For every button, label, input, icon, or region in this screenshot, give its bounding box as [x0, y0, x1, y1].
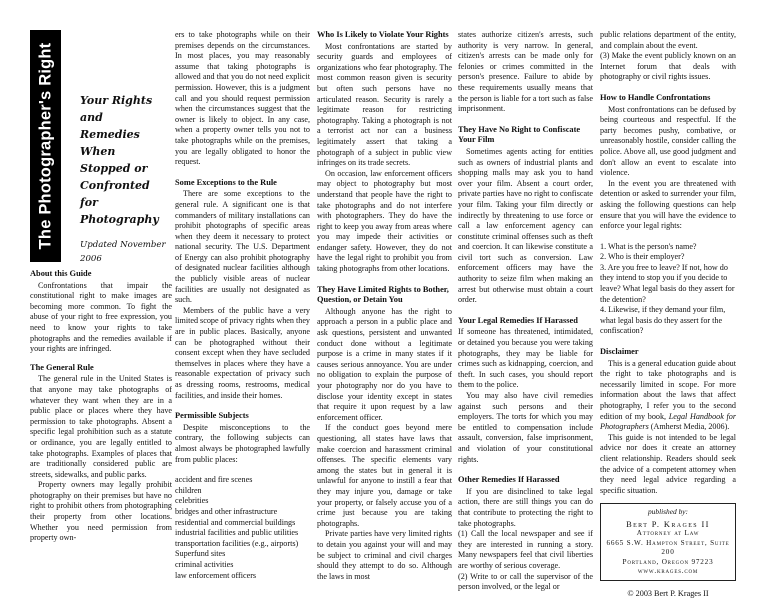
subtitle-line: Your Rights and — [80, 94, 153, 124]
column-5 — [600, 30, 736, 600]
disclaimer-text: This is a general education guide about the right to take photographs and is necessarily limited in scope. For more information about the laws that affect photography, I refer you to the second edition of my book, — [600, 358, 736, 421]
remedies-paragraph: If someone has threatened, intimidated, or detained you because you were taking photographs, they may be liable for crimes such as kidnapping, coercion, and theft. In such cases, you should report them to the police. — [458, 327, 593, 390]
heading-other-remedies: Other Remedies If Harassed — [458, 475, 560, 485]
threatened-paragraph: In the event you are threatened with detention or asked to surrender your film, asking the following questions can help ensure that you will have the evidence to enforce your legal rights: — [600, 178, 736, 231]
disclaimer-paragraph — [600, 359, 736, 433]
civil-remedies-paragraph: You may also have civil remedies against such persons and their employers. The torts for which you may be entitled to compensation include assault, conversion, false imprisonment, and violation of your constitutional rights. — [458, 391, 593, 464]
list-item: criminal activities — [175, 559, 234, 569]
list-item: Superfund sites — [175, 549, 226, 559]
law-enforcement-paragraph: On occasion, law enforcement officers may object to photography but most understand that people have the right to take photographs and do not interfere with photographers. They do have the right to keep you away from areas where you may impede their activities or endanger safety. However, they do not have the legal right to prohibit you from taking photographs from other locations. — [317, 168, 452, 274]
limited-rights-paragraph: Although anyone has the right to approach a person in a public place and ask questions, persistent and unwanted conduct done without a legitimate purpose is a crime in many states if it causes serious annoyance. You are under no obligation to explain the purpose of your photography nor do you have to disclose your identity except in states that require it upon request by a law enforcement officer. — [317, 306, 452, 422]
heading-handle-confrontations: How to Handle Confrontations — [600, 92, 711, 102]
questions-list — [600, 242, 736, 337]
coercion-paragraph: If the conduct goes beyond mere questioning, all states have laws that make coercion and harassment criminal offenses. The specific elements vary among the states but in general it is unlawful for anyone to instill a fear that they may injure you, damage or take your property, or falsely accuse you of a crime just because you are taking photographs. — [317, 423, 452, 528]
subjects-list — [175, 475, 310, 581]
who-paragraph: Most confrontations are started by security guards and employees of organizations who fear photography. The most common reason given is security but often such persons have no articulated reason. Security is rarely a legitimate reason for restricting photography. Taking a photograph is not a terrorist act nor can a business legitimately assert that taking a photograph of a subject in public view infringes on its trade secrets. — [317, 41, 452, 168]
list-item: 4. Likewise, if they demand your film, what legal basis do they assert for the confiscation? — [600, 305, 726, 336]
publisher-city: Portland, Oregon 97223 — [622, 557, 714, 566]
complain-paragraph: public relations department of the entity, and complain about the event. — [600, 30, 736, 50]
about-paragraph: Confrontations that impair the constitutional right to make images are becoming more common. To fight the abuse of your right to free expression, you need to know your rights to take photographs and the remedies available if your rights are infringed. — [30, 280, 172, 354]
list-item: children — [175, 485, 202, 495]
publisher-name: Bert P. Krages II — [626, 519, 710, 529]
heading-permissible-subjects: Permissible Subjects — [175, 411, 249, 421]
remedy-item-1: (1) Call the local newspaper and see if they are interested in running a story. Many newspapers feel that civil liberties are worthy of serious coverage. — [458, 529, 593, 570]
column-1 — [30, 269, 172, 544]
column-2 — [175, 30, 310, 581]
subtitle-line: Remedies When — [80, 128, 140, 158]
handle-paragraph: Most confrontations can be defused by being courteous and respectful. If the party becomes pushy, combative, or unreasonably hostile, consider calling the police. Above all, use good judgment and don't allow an event to escalate into violence. — [600, 104, 736, 178]
heading-who-violates: Who Is Likely to Violate Your Rights — [317, 30, 449, 39]
column-3 — [317, 30, 452, 582]
heading-legal-remedies: Your Legal Remedies If Harassed — [458, 315, 578, 325]
list-item: 3. Are you free to leave? If not, how do they intend to stop you if you decide to leave? What legal basis do they assert for the detention? — [600, 262, 735, 304]
list-item: law enforcement officers — [175, 570, 257, 580]
publisher-box — [600, 503, 736, 581]
list-item: transportation facilities (e.g., airports) — [175, 538, 299, 548]
vertical-title: The Photographer's Right — [36, 42, 54, 250]
updated-line: 2006 — [80, 254, 102, 264]
publisher-title: Attorney at Law — [636, 529, 700, 538]
heading-about: About this Guide — [30, 269, 92, 278]
list-item: 1. What is the person's name? — [600, 241, 697, 251]
column-4 — [458, 30, 593, 593]
privacy-paragraph: Members of the public have a very limited scope of privacy rights when they are in public places. Basically, anyone can be photographed without their consent except when they have secluded themselves in places where they have a reasonable expectation of privacy such as dressing rooms, restrooms, medical facilities, and inside their homes. — [175, 305, 310, 400]
updated-date — [80, 238, 170, 266]
vertical-title-bar — [30, 30, 61, 262]
heading-limited-rights: They Have Limited Rights to Bother, Question, or Detain You — [317, 284, 449, 305]
heading-exceptions: Some Exceptions to the Rule — [175, 177, 277, 187]
list-item: 2. Who is their employer? — [600, 252, 685, 262]
other-remedies-paragraph: If you are disinclined to take legal action, there are still things you can do that contribute to protecting the right to take photographs. — [458, 486, 593, 528]
remedy-item-3: (3) Make the event publicly known on an Internet forum that deals with photography or civil rights issues. — [600, 51, 736, 82]
exceptions-paragraph: There are some exceptions to the general rule. A significant one is that commanders of military installations can prohibit photographs of specific areas when they deem it necessary to protect national security. The U.S. Department of Energy can also prohibit photography of designated nuclear facilities although the publicly visible areas of nuclear facilities are usually not designated as such. — [175, 189, 310, 305]
general-rule-paragraph: The general rule in the United States is that anyone may take photographs of whatever they want when they are in a public place or places where they have permission to take photographs. Absent a specific legal prohibition such as a statute or ordinance, you are legally entitled to take photographs. Examples of places that are traditionally considered public are streets, sidewalks, and public parks. — [30, 374, 172, 479]
citizens-arrest-paragraph: states authorize citizen's arrests, such authority is very narrow. In general, citizen's arrests can be made only for felonies or crimes committed in the person's presence. Failure to abide by these requirements usually means that the person is liable for a tort such as false imprisonment. — [458, 30, 593, 114]
private-parties-paragraph: Private parties have very limited rights to detain you against your will and may be subject to criminal and civil charges should they attempt to do so. Although the laws in most — [317, 529, 452, 581]
permissible-paragraph: Despite misconceptions to the contrary, the following subjects can almost always be photographed lawfully from public places: — [175, 422, 310, 464]
list-item: bridges and other infrastructure — [175, 506, 278, 516]
property-owners-paragraph: Property owners may legally prohibit photography on their premises but have no right to prohibit others from photographing their property from other locations. Whether you need permission from property own- — [30, 480, 172, 543]
book-publisher: (Amherst Media, 2006). — [650, 422, 730, 432]
guide-subtitle — [80, 92, 170, 228]
list-item: accident and fire scenes — [175, 475, 253, 485]
updated-line: Updated November — [80, 240, 166, 250]
heading-disclaimer: Disclaimer — [600, 347, 639, 357]
book-title: Legal Handbook for Photographers — [600, 411, 737, 432]
list-item: celebrities — [175, 496, 209, 506]
publisher-address: 6665 S.W. Hampton Street, Suite 200 — [606, 538, 730, 557]
list-item: residential and commercial buildings — [175, 517, 296, 527]
heading-no-right-film: They Have No Right to Confiscate Your Film — [458, 124, 581, 145]
subtitle-line: Confronted — [80, 179, 150, 192]
subtitle-line: for Photography — [80, 196, 159, 226]
subtitle-line: Stopped or — [80, 162, 148, 175]
publisher-website: www.krages.com — [637, 566, 699, 575]
published-by-label: published by: — [647, 507, 689, 517]
copyright-notice: © 2003 Bert P. Krages II — [627, 589, 709, 599]
list-item: industrial facilities and public utilities — [175, 528, 299, 538]
film-paragraph: Sometimes agents acting for entities such as owners of industrial plants and shopping malls may ask you to hand over your film. Absent a court order, private parties have no right to confiscate your film. Taking your film directly or indirectly by threatening to use force or call a law enforcement agency can constitute criminal offenses such as theft and coercion. It can likewise constitute a civil tort such as conversion. Law enforcement officers may have the authority to seize film when making an arrest but otherwise must obtain a court order. — [458, 146, 593, 305]
remedy-item-2: (2) Write to or call the supervisor of the person involved, or the legal or — [458, 571, 593, 592]
permission-paragraph: ers to take photographs while on their premises depends on the circumstances. In most places, you may reasonably assume that taking photographs is allowed and that you do not need explicit permission. However, this is a judgment call and you should request permission when the circumstances suggest that the owner is likely to object. In any case, when a property owner tells you not to take photographs while on the premises, you are legally obligated to honor the request. — [175, 30, 310, 167]
not-legal-advice-paragraph: This guide is not intended to be legal advice nor does it create an attorney client relationship. Readers should seek the advice of a competent attorney when they need legal advice regarding a specific situation. — [600, 432, 736, 495]
heading-general-rule: The General Rule — [30, 362, 94, 372]
